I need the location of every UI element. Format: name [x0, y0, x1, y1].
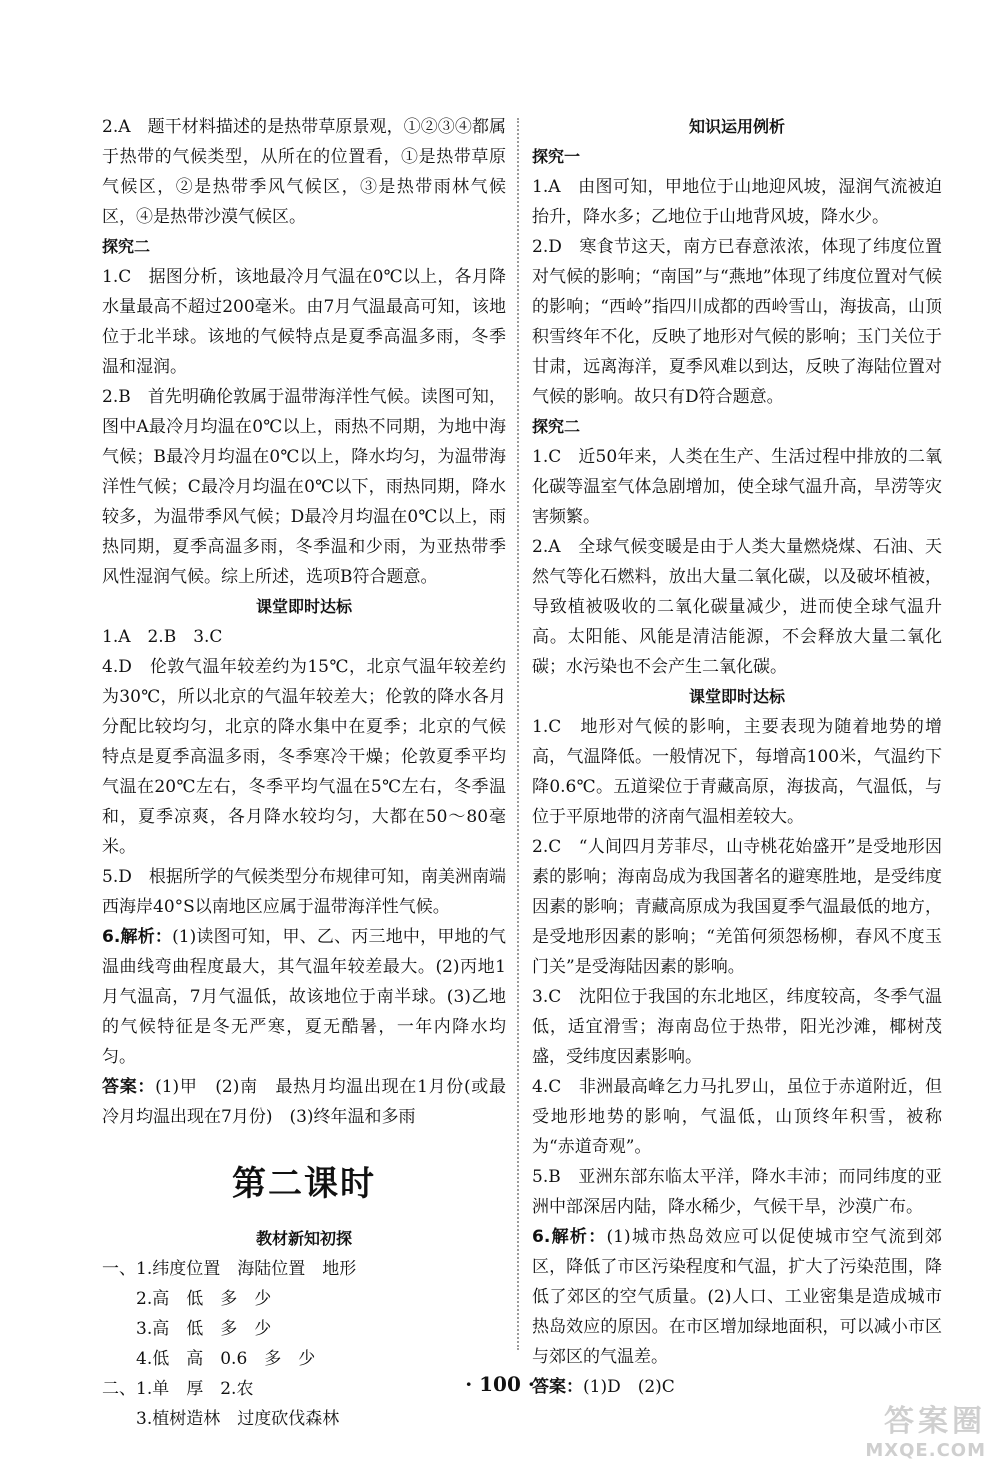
list-line-3: 3.高 低 多 少 [136, 1319, 272, 1339]
answer-r2d: 2.D 寒食节这天，南方已春意浓浓，体现了纬度位置对气候的影响；“南国”与“燕地”体现了纬度位置对气候的影响；“西岭”指四川成都的西岭雪山，海拔高，山顶积雪终年不化，反映了地形对气候的影响；玉门关位于甘肃，远离海洋，夏季风难以到达，反映了海陆位置对气候的影响。故只有D符合题意。 [532, 237, 942, 407]
list-line-5: 二、1.单 厚 2.农 [102, 1379, 254, 1399]
list-line-2: 2.高 低 多 少 [136, 1289, 272, 1309]
answer-text-right: (1)D (2)C [583, 1377, 675, 1397]
section-heading-knowledge: 知识运用例析 [688, 117, 785, 136]
analysis-label-right: 6.解析： [532, 1227, 607, 1247]
section-heading-class-check: 课堂即时达标 [255, 597, 352, 616]
page-number: · 100 · [465, 1372, 535, 1396]
lesson-title: 第二课时 [232, 1164, 376, 1204]
answer-6-analysis [102, 922, 506, 1072]
answer-2b: 2.B 首先明确伦敦属于温带海洋性气候。读图可知，图中A最冷月均温在0℃以上，雨热不同期，为地中海气候；B最冷月均温在0℃以上，降水均匀，为温带海洋性气候；C最冷月均温在0℃以下，雨热同期，降水较多，为温带季风气候；D最冷月均温在0℃以上，雨热同期，夏季高温多雨，冬季温和少雨，为亚热带季风性湿润气候。综上所述，选项B符合题意。 [102, 387, 506, 587]
analysis-text: (1)读图可知，甲、乙、丙三地中，甲地的气温曲线弯曲程度最大，其气温年较差最大。(2)丙地1月气温高，7月气温低，故该地位于南半球。(3)乙地的气候特征是冬无严寒，夏无酷暑，一年内降水均匀。 [102, 927, 506, 1067]
answer-1c: 1.C 据图分析，该地最冷月气温在0℃以上，各月降水量最高不超过200毫米。由7月气温最高可知，该地位于北半球。该地的气候特点是夏季高温多雨，冬季温和湿润。 [102, 267, 506, 377]
watermark-text: 答案圈 [884, 1404, 986, 1439]
answer-r-1c: 1.C 地形对气候的影响，主要表现为随着地势的增高，气温降低。一般情况下，每增高100米，气温约下降0.6℃。五道梁位于青藏高原，海拔高，气温低，与位于平原地带的济南气温相差较大。 [532, 717, 942, 827]
analysis-label: 6.解析： [102, 927, 173, 947]
list-line-4: 4.低 高 0.6 多 少 [136, 1349, 316, 1369]
answer-r1a: 1.A 由图可知，甲地位于山地迎风坡，湿润气流被迫抬升，降水多；乙地位于山地背风坡，降水少。 [532, 177, 942, 227]
answer-r-2c: 2.C “人间四月芳菲尽，山寺桃花始盛开”是受地形因素的影响；海南岛成为我国著名的避寒胜地，是受纬度因素的影响；青藏高原成为我国夏季气温最低的地方，是受地形因素的影响；“羌笛何须怨杨柳，春风不度玉门关”是受海陆因素的影响。 [532, 837, 942, 977]
section-heading-explore-2-right: 探究二 [532, 417, 581, 436]
list-line-1: 一、1.纬度位置 海陆位置 地形 [102, 1259, 357, 1279]
watermark-logo [836, 1396, 986, 1466]
answer-4d: 4.D 伦敦气温年较差约为15℃，北京气温年较差约为30℃，所以北京的气温年较差大；伦敦的降水各月分配比较均匀，北京的降水集中在夏季；北京的气候特点是夏季高温多雨，冬季寒冷干燥；伦敦夏季平均气温在20℃左右，冬季平均气温在5℃左右，冬季温和，夏季凉爽，各月降水较均匀，大都在50～80毫米。 [102, 657, 506, 857]
answer-label: 答案： [102, 1077, 156, 1097]
left-column [102, 112, 506, 1434]
watermark-url: MXQE.COM [865, 1440, 986, 1461]
answer-r-6-analysis [532, 1222, 942, 1372]
section-heading-explore-1: 探究一 [532, 147, 581, 166]
right-column [532, 112, 942, 1402]
column-divider [517, 118, 519, 1350]
answer-r-4c: 4.C 非洲最高峰乞力马扎罗山，虽位于赤道附近，但受地形地势的影响，气温低，山顶终年积雪，被称为“赤道奇观”。 [532, 1077, 942, 1157]
answer-text: (1)甲 (2)南 最热月均温出现在1月份(或最冷月均温出现在7月份) (3)终年温和多雨 [102, 1077, 507, 1127]
answers-1-3: 1.A 2.B 3.C [102, 627, 223, 647]
answer-r-3c: 3.C 沈阳位于我国的东北地区，纬度较高，冬季气温低，适宜滑雪；海南岛位于热带，阳光沙滩，椰树茂盛，受纬度因素影响。 [532, 987, 942, 1067]
section-heading-class-check-right: 课堂即时达标 [688, 687, 785, 706]
answer-6-key [102, 1072, 506, 1132]
answer-2a: 2.A 题干材料描述的是热带草原景观，①②③④都属于热带的气候类型，从所在的位置看，①是热带草原气候区，②是热带季风气候区，③是热带雨林气候区，④是热带沙漠气候区。 [102, 117, 506, 227]
answer-r-5b: 5.B 亚洲东部东临太平洋，降水丰沛；而同纬度的亚洲中部深居内陆，降水稀少，气候干旱，沙漠广布。 [532, 1167, 942, 1217]
section-heading-explore-2: 探究二 [102, 237, 151, 256]
answer-r2a: 2.A 全球气候变暖是由于人类大量燃烧煤、石油、天然气等化石燃料，放出大量二氧化碳，以及破坏植被，导致植被吸收的二氧化碳量减少，进而使全球气温升高。太阳能、风能是清洁能源，不会释放大量二氧化碳；水污染也不会产生二氧化碳。 [532, 537, 942, 677]
analysis-text-right: (1)城市热岛效应可以促使城市空气流到郊区，降低了市区污染程度和气温，扩大了污染范围，降低了郊区的空气质量。(2)人口、工业密集是造成城市热岛效应的原因。在市区增加绿地面积，可以减小市区与郊区的气温差。 [532, 1227, 942, 1367]
list-line-6: 3.植树造林 过度砍伐森林 [136, 1409, 340, 1429]
answer-label-right: 答案： [532, 1377, 583, 1397]
answer-5d: 5.D 根据所学的气候类型分布规律可知，南美洲南端西海岸40°S以南地区应属于温带海洋性气候。 [102, 867, 506, 917]
section-heading-textbook: 教材新知初探 [255, 1229, 352, 1248]
answer-r1c: 1.C 近50年来，人类在生产、生活过程中排放的二氧化碳等温室气体急剧增加，使全球气温升高，旱涝等灾害频繁。 [532, 447, 942, 527]
